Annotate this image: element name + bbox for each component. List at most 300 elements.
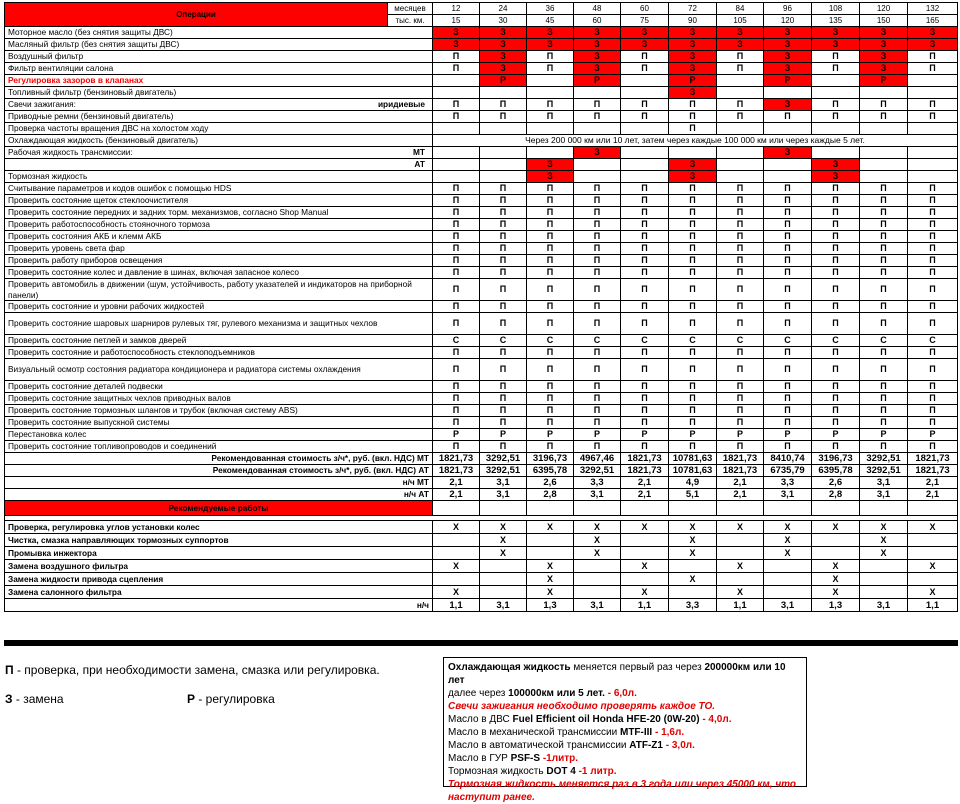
interval-cell [480,123,527,135]
operation-label [5,441,433,453]
interval-cell [433,171,480,183]
interval-cell: З [574,51,621,63]
interval-cell [574,87,621,99]
interval-cell: П [574,243,621,255]
operation-sub-label: иридиевые [377,99,425,109]
interval-cell: З [527,39,574,51]
interval-cell: П [621,347,669,359]
interval-cell: П [812,219,860,231]
operation-label [5,255,433,267]
operation-label [5,159,433,171]
cost-cell: 10781,63 [669,465,717,477]
table-row [5,335,958,347]
interval-cell: П [669,359,717,381]
operation-text: Проверить состояние защитных чехлов приводных валов [8,393,231,403]
interval-cell [480,159,527,171]
interval-cell: П [860,267,908,279]
recommended-label: Промывка инжектора [5,547,433,560]
table-row [5,231,958,243]
recommended-cell: Х [527,586,574,599]
recommended-cell [480,573,527,586]
interval-cell: П [669,99,717,111]
interval-cell [527,75,574,87]
interval-cell: Р [669,429,717,441]
interval-cell: П [621,255,669,267]
recommended-cell [764,586,812,599]
operation-label [5,381,433,393]
recommended-cell: Х [764,521,812,534]
interval-cell: П [527,313,574,335]
recommended-cell: Х [527,573,574,586]
operation-text: Проверить работоспособность стояночного тормоза [8,219,211,229]
table-row [5,27,958,39]
interval-cell [480,87,527,99]
interval-cell: П [669,183,717,195]
interval-cell: П [860,441,908,453]
operation-label [5,123,433,135]
interval-cell: П [812,51,860,63]
interval-cell: П [574,183,621,195]
interval-cell: П [527,195,574,207]
recommended-row [5,573,958,586]
recommended-cell [908,547,958,560]
interval-cell: П [812,347,860,359]
recommended-cell: Х [717,586,764,599]
recommended-cell [860,573,908,586]
interval-cell: П [574,441,621,453]
interval-cell: П [860,231,908,243]
cost-cell: 3,1 [480,489,527,501]
interval-cell [860,123,908,135]
interval-cell: П [908,347,958,359]
cost-cell: 3292,51 [860,465,908,477]
recommended-cell: Х [527,521,574,534]
recommended-cell [527,547,574,560]
month-cell: 120 [860,3,908,15]
interval-cell: П [433,243,480,255]
cost-label: н/ч АТ [5,489,433,501]
table-row [5,195,958,207]
interval-cell: П [764,441,812,453]
cost-cell: 2,1 [717,489,764,501]
interval-cell: З [717,39,764,51]
operation-text: Моторное масло (без снятия защиты ДВС) [8,27,173,37]
interval-cell: З [574,27,621,39]
interval-cell: П [574,267,621,279]
recommended-cell: Х [908,586,958,599]
interval-cell [812,123,860,135]
table-row [5,417,958,429]
interval-cell: П [480,183,527,195]
interval-cell [527,87,574,99]
cost-cell: 1821,73 [908,453,958,465]
recommended-cell [717,573,764,586]
interval-cell: П [574,359,621,381]
interval-cell: З [669,159,717,171]
empty-cell [812,501,860,516]
interval-cell: П [908,219,958,231]
labor-hours-cell: 3,1 [574,599,621,612]
cost-label: Рекомендованная стоимость з/ч*, руб. (вкл. НДС) АТ [5,465,433,477]
interval-cell: П [860,405,908,417]
interval-cell: П [433,195,480,207]
cost-cell: 1821,73 [433,453,480,465]
interval-cell: Р [717,429,764,441]
interval-cell: З [908,39,958,51]
operation-text: Проверить состояние и работоспособность стеклоподъемников [8,347,255,357]
cost-cell: 1821,73 [621,453,669,465]
interval-cell: П [480,243,527,255]
interval-cell: С [527,335,574,347]
interval-cell: П [717,347,764,359]
recommended-row [5,547,958,560]
interval-cell: П [717,279,764,301]
interval-cell: П [433,63,480,75]
interval-cell: П [621,207,669,219]
interval-cell: П [669,381,717,393]
interval-cell: П [433,347,480,359]
interval-cell: П [812,381,860,393]
interval-cell: П [908,207,958,219]
interval-cell: П [527,441,574,453]
operation-text: Масляный фильтр (без снятия защиты ДВС) [8,39,180,49]
cost-row [5,453,958,465]
interval-cell: П [860,255,908,267]
interval-cell: П [812,359,860,381]
interval-cell: П [574,195,621,207]
interval-cell [908,123,958,135]
interval-cell: П [574,393,621,405]
info-line-at-oil: Масло в автоматической трансмиссии ATF-Z1 - 3,0л. [448,740,695,751]
interval-cell: П [433,111,480,123]
interval-cell: З [669,51,717,63]
table-row [5,147,958,159]
interval-cell: П [764,219,812,231]
recommended-cell: Х [764,547,812,560]
table-row [5,63,958,75]
interval-cell: С [717,335,764,347]
operation-label [5,301,433,313]
table-row [5,301,958,313]
operation-text: Фильтр вентиляции салона [8,63,114,73]
recommended-label: Замена салонного фильтра [5,586,433,599]
interval-cell: С [480,335,527,347]
cost-cell: 6735,79 [764,465,812,477]
interval-cell [908,147,958,159]
recommended-cell: Х [433,586,480,599]
recommended-cell: Х [574,547,621,560]
table-row [5,111,958,123]
interval-cell: П [480,267,527,279]
operation-text: Охлаждающая жидкость (бензиновый двигатель) [8,135,199,145]
table-row [5,359,958,381]
cost-cell: 2,1 [908,477,958,489]
operation-text: Топливный фильтр (бензиновый двигатель) [8,87,177,97]
operation-label [5,87,433,99]
cost-cell: 3,1 [860,477,908,489]
interval-cell [621,75,669,87]
interval-cell: З [621,39,669,51]
interval-cell: П [621,405,669,417]
interval-cell [860,171,908,183]
cost-cell: 1821,73 [433,465,480,477]
interval-cell [764,171,812,183]
recommended-cell [574,560,621,573]
interval-cell [860,159,908,171]
interval-cell: П [621,267,669,279]
interval-cell: С [812,335,860,347]
interval-cell [717,171,764,183]
recommended-cell [860,560,908,573]
interval-cell: П [717,441,764,453]
interval-cell: З [480,39,527,51]
interval-cell: П [669,417,717,429]
cost-cell: 2,1 [717,477,764,489]
interval-cell [621,159,669,171]
interval-cell: П [908,381,958,393]
recommended-cell: Х [860,547,908,560]
interval-cell: П [574,405,621,417]
interval-cell [860,87,908,99]
interval-cell: П [908,359,958,381]
interval-cell: П [480,301,527,313]
recommended-cell [480,586,527,599]
interval-cell [717,87,764,99]
recommended-cell: Х [574,534,621,547]
interval-cell: П [812,441,860,453]
cost-cell: 2,1 [621,489,669,501]
interval-cell: П [717,393,764,405]
interval-cell [574,123,621,135]
labor-hours-cell: 3,1 [860,599,908,612]
interval-cell: П [717,267,764,279]
interval-cell: Р [574,429,621,441]
operation-text: Свечи зажигания: [8,99,76,109]
interval-cell: П [669,441,717,453]
km-cell: 60 [574,15,621,27]
table-row [5,255,958,267]
recommended-row [5,521,958,534]
interval-cell: П [764,207,812,219]
coolant-interval-cell: Через 200 000 км или 10 лет, затем через каждые 100 000 км или через каждые 5 лет. [433,135,958,147]
cost-cell: 3292,51 [480,453,527,465]
operation-text: Проверить состояние деталей подвески [8,381,163,391]
interval-cell: Р [860,75,908,87]
interval-cell: П [433,267,480,279]
interval-cell: П [908,51,958,63]
interval-cell: З [812,39,860,51]
month-cell: 24 [480,3,527,15]
interval-cell: П [433,381,480,393]
interval-cell: П [480,207,527,219]
interval-cell: П [527,417,574,429]
table-row [5,347,958,359]
month-cell: 96 [764,3,812,15]
operation-label [5,75,433,87]
interval-cell: П [812,99,860,111]
interval-cell: П [574,231,621,243]
recommended-cell: Х [621,560,669,573]
interval-cell: П [574,219,621,231]
interval-cell: П [480,219,527,231]
operation-text: Проверить состояние колес и давление в шинах, включая запасное колесо [8,267,299,277]
interval-cell: П [764,301,812,313]
operation-label [5,63,433,75]
km-cell: 30 [480,15,527,27]
month-cell: 12 [433,3,480,15]
interval-cell: Р [908,429,958,441]
month-cell: 84 [717,3,764,15]
labor-hours-cell: 1,1 [717,599,764,612]
labor-hours-label: н/ч [5,599,433,612]
interval-cell: П [574,301,621,313]
interval-cell [812,87,860,99]
interval-cell [669,147,717,159]
interval-cell: З [480,51,527,63]
interval-cell: П [527,393,574,405]
operation-label [5,313,433,335]
interval-cell: П [764,195,812,207]
interval-cell: П [764,279,812,301]
recommended-cell: Х [574,521,621,534]
legend-z: З - замена [5,692,64,706]
interval-cell: П [480,347,527,359]
interval-cell: П [812,111,860,123]
interval-cell: П [717,301,764,313]
interval-cell: П [621,99,669,111]
interval-cell: П [527,111,574,123]
interval-cell [574,171,621,183]
recommended-cell [717,534,764,547]
interval-cell: П [669,255,717,267]
interval-cell: Р [812,429,860,441]
interval-cell: П [764,393,812,405]
cost-cell: 5,1 [669,489,717,501]
recommended-row [5,586,958,599]
interval-cell: П [908,405,958,417]
interval-cell [433,87,480,99]
interval-cell: П [764,417,812,429]
recommended-cell [812,547,860,560]
interval-cell: З [433,39,480,51]
operation-text: Проверить состояние щеток стеклоочистителя [8,195,189,205]
operation-text: Проверить состояние передних и задних торм. механизмов, согласно Shop Manual [8,207,329,217]
interval-cell: Р [764,429,812,441]
interval-cell: П [860,279,908,301]
cost-cell: 3,1 [574,489,621,501]
interval-cell: П [908,267,958,279]
interval-cell [621,87,669,99]
interval-cell [764,159,812,171]
recommended-cell: Х [480,521,527,534]
interval-cell: П [908,183,958,195]
cost-cell: 3196,73 [527,453,574,465]
interval-cell: П [764,405,812,417]
interval-cell: З [669,63,717,75]
interval-cell: П [764,267,812,279]
interval-cell: П [908,111,958,123]
cost-row [5,477,958,489]
interval-cell: П [860,417,908,429]
km-cell: 120 [764,15,812,27]
interval-cell: П [812,183,860,195]
interval-cell: П [812,231,860,243]
interval-cell: П [433,301,480,313]
interval-cell: П [480,255,527,267]
interval-cell: П [908,393,958,405]
operation-text: Проверить состояние выпускной системы [8,417,170,427]
interval-cell [433,147,480,159]
operations-header: Операции [5,3,388,27]
km-cell: 90 [669,15,717,27]
labor-hours-cell: 1,3 [527,599,574,612]
schedule-table [4,2,958,612]
empty-cell [621,501,669,516]
interval-cell: П [480,393,527,405]
cost-cell: 3,1 [480,477,527,489]
interval-cell: П [433,417,480,429]
interval-cell: П [908,99,958,111]
interval-cell: П [764,313,812,335]
recommended-cell: Х [669,547,717,560]
empty-cell [764,501,812,516]
interval-cell: П [433,441,480,453]
labor-hours-cell: 3,3 [669,599,717,612]
operation-label [5,207,433,219]
recommended-cell [812,534,860,547]
interval-cell: З [764,27,812,39]
interval-cell: П [717,243,764,255]
interval-cell: З [527,159,574,171]
interval-cell: П [908,195,958,207]
cost-label: Рекомендованная стоимость з/ч*, руб. (вкл. НДС) МТ [5,453,433,465]
interval-cell: П [764,183,812,195]
interval-cell: П [860,301,908,313]
interval-cell: П [480,99,527,111]
recommended-row [5,560,958,573]
interval-cell: П [480,381,527,393]
interval-cell: П [621,63,669,75]
interval-cell: П [717,381,764,393]
legend-p: П - проверка, при необходимости замена, смазка или регулировка. [5,663,380,677]
recommended-cell [860,586,908,599]
interval-cell: З [717,27,764,39]
interval-cell: П [433,255,480,267]
recommended-cell: Х [480,534,527,547]
table-row [5,243,958,255]
month-cell: 48 [574,3,621,15]
recommended-cell [621,573,669,586]
recommended-cell [433,534,480,547]
cost-cell: 2,6 [527,477,574,489]
interval-cell: С [908,335,958,347]
table-row [5,135,958,147]
interval-cell: П [621,441,669,453]
km-cell: 75 [621,15,669,27]
operation-text: Проверить состояние тормозных шлангов и трубок (включая систему ABS) [8,405,298,415]
operation-text: Проверить состояние петлей и замков дверей [8,335,187,345]
operation-text: Проверить состояние топливопроводов и соединений [8,441,217,451]
interval-cell: П [433,183,480,195]
interval-cell: П [621,195,669,207]
interval-cell: З [480,27,527,39]
recommended-cell: Х [527,560,574,573]
interval-cell: П [860,381,908,393]
table-row [5,39,958,51]
interval-cell [908,87,958,99]
interval-cell: П [574,347,621,359]
operation-label [5,429,433,441]
